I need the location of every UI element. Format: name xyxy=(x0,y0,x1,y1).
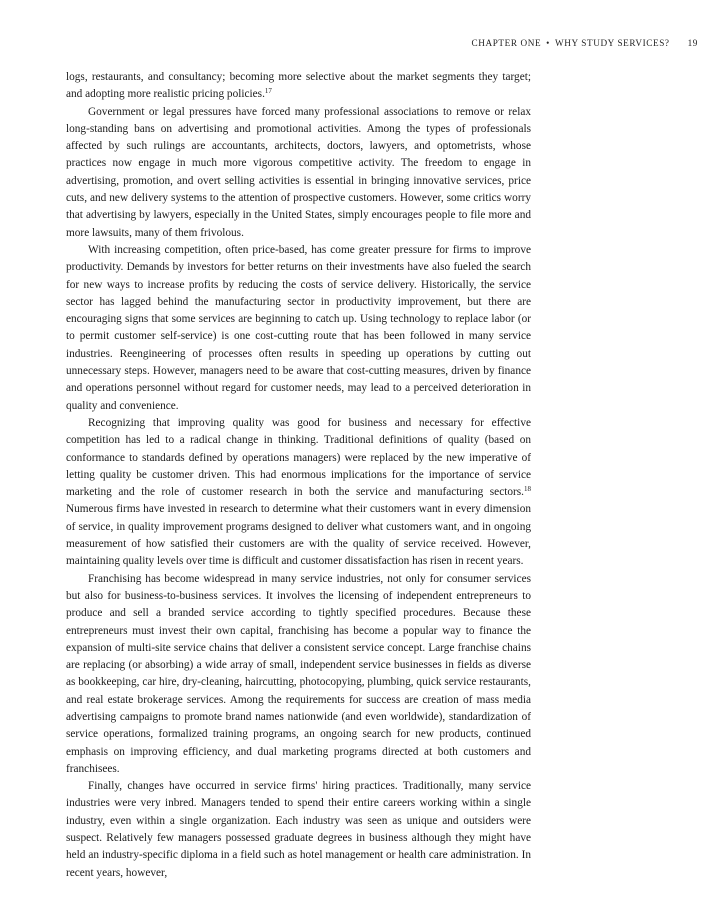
paragraph-text: Government or legal pressures have forced many professional associations to remove or relax long-standing bans on advertising and promotional activities. Among the types of professionals affected by such rulings are accountants, architects, doctors, lawyers, and optometrists, whose practices now engage in much more vigorous competitive activity. The freedom to engage in advertising, promotion, and overt selling activities is essential in bringing innovative services, price cuts, and new delivery systems to the attention of prospective customers. However, some critics worry that advertising by lawyers, especially in the United States, simply encourages people to file more and more lawsuits, many of them frivolous. xyxy=(66,105,531,239)
body-text xyxy=(66,69,531,882)
paragraph xyxy=(66,415,531,571)
footnote-marker: 17 xyxy=(264,87,272,96)
chapter-title: WHY STUDY SERVICES? xyxy=(554,38,670,48)
page-number: 19 xyxy=(687,38,698,48)
chapter-label: CHAPTER ONE xyxy=(471,38,542,48)
running-head xyxy=(472,38,698,48)
header-separator: • xyxy=(546,38,550,48)
footnote-marker: 18 xyxy=(524,485,531,494)
paragraph-text: Franchising has become widespread in many service industries, not only for consumer services but also for business-to-business services. It involves the licensing of independent entrepreneurs to produce and sell a branded service according to tightly specified procedures. Because these entrepreneurs must invest their own capital, franchising has become a popular way to finance the expansion of multi-site service chains that deliver a consistent service concept. Large franchise chains are replacing (or absorbing) a wide array of small, independent service businesses in fields as diverse as bookkeeping, car hire, dry-cleaning, haircutting, photocopying, plumbing, quick service restaurants, and real estate brokerage services. Among the requirements for success are creation of mass media advertising campaigns to promote brand names nationwide (and even worldwide), standardization of service operations, formalized training programs, an ongoing search for new products, continued emphasis on improving efficiency, and dual marketing programs directed at both customers and franchisees. xyxy=(66,572,531,775)
paragraph xyxy=(66,104,531,242)
paragraph-text: logs, restaurants, and consultancy; becoming more selective about the market segments they target; and adopting more realistic pricing policies. xyxy=(66,71,531,101)
paragraph xyxy=(66,242,531,415)
paragraph-text: Finally, changes have occurred in service firms' hiring practices. Traditionally, many service industries were very inbred. Managers tended to spend their entire careers working within a single industry, even within a single organization. Each industry was seen as unique and outsiders were suspect. Relatively few managers possessed graduate degrees in business although they might have held an industry-specific diploma in a field such as hotel management or health care administration. In recent years, however, xyxy=(66,780,531,879)
paragraph xyxy=(66,778,531,882)
paragraph-text: Numerous firms have invested in research to determine what their customers want in every dimension of service, in quality improvement programs designed to deliver what customers want, and in ongoing measurement of how satisfied their customers are with the quality of service received. However, maintaining quality levels over time is difficult and customer dissatisfaction has risen in recent years. xyxy=(66,503,531,568)
paragraph-text: Recognizing that improving quality was good for business and necessary for effective competition has led to a radical change in thinking. Traditional definitions of quality (based on conformance to standards defined by operations managers) were replaced by the new imperative of letting quality be customer driven. This had enormous implications for the importance of service marketing and the role of customer research in both the service and manufacturing sectors. xyxy=(66,416,531,499)
paragraph xyxy=(66,69,531,104)
paragraph xyxy=(66,571,531,779)
paragraph-text: With increasing competition, often price-based, has come greater pressure for firms to improve productivity. Demands by investors for better returns on their investments have also fueled the search for new ways to increase profits by reducing the costs of service delivery. Historically, the service sector has lagged behind the manufacturing sector in productivity improvement, but there are encouraging signs that some services are beginning to catch up. Using technology to replace labor (or to permit customer self-service) is one cost-cutting route that has been followed in many service industries. Reengineering of processes often results in speeding up operations by cutting out unnecessary steps. However, managers need to be aware that cost-cutting measures, driven by finance and operations personnel without regard for customer needs, may lead to a perceived deterioration in quality and convenience. xyxy=(66,243,531,412)
